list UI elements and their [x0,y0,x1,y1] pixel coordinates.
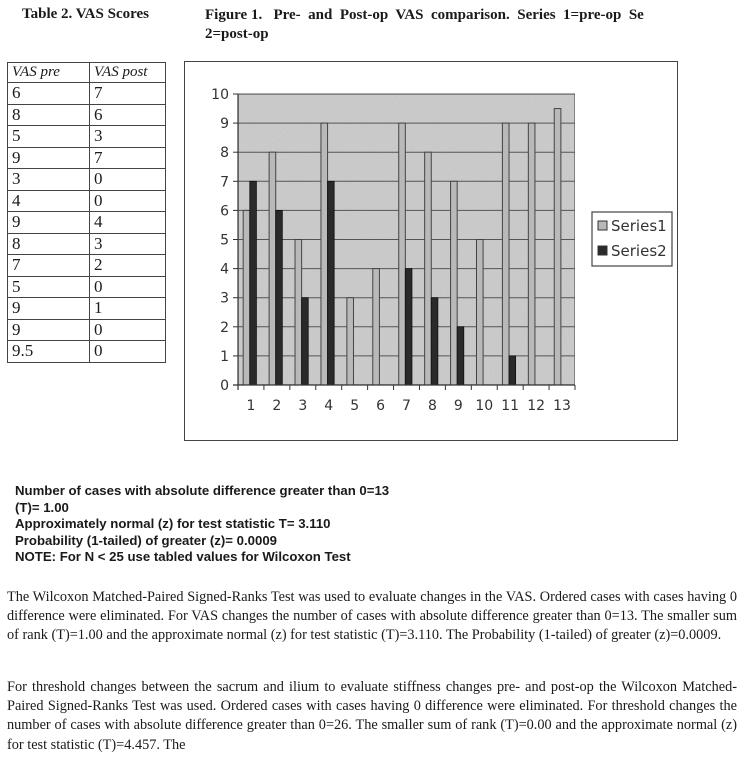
x-tick-label: 4 [324,398,334,414]
stats-line-probability: Probability (1-tailed) of greater (z)= 0.0009 [15,532,277,548]
cell-vas-post: 7 [90,83,166,105]
stats-line-t: (T)= 1.00 [15,499,69,515]
cell-vas-post: 2 [90,255,166,277]
table-row [8,147,166,169]
bar-series2 [276,210,283,385]
x-tick-label: 13 [553,398,571,414]
table-row [8,104,166,126]
legend-swatch-series2 [598,246,607,255]
cell-vas-post: 4 [90,212,166,234]
bar-series2 [328,181,335,385]
x-tick-label: 7 [402,398,411,414]
bar-series2 [457,327,464,385]
table-row [8,276,166,298]
stats-line-note: NOTE: For N < 25 use tabled values for Wilcoxon Test [15,549,351,564]
table-row [8,126,166,148]
cell-vas-pre: 4 [8,190,90,212]
bar-series1 [295,240,302,386]
table-row [8,233,166,255]
y-tick-label: 4 [220,261,229,278]
y-tick-label: 5 [220,232,229,249]
cell-vas-post: 1 [90,298,166,320]
cell-vas-pre: 9.5 [8,341,90,363]
bar-series2 [250,181,257,385]
x-tick-label: 9 [453,398,463,414]
bar-series2 [509,356,516,385]
bar-series2 [405,269,412,385]
cell-vas-pre: 9 [8,298,90,320]
bar-series1 [528,123,535,385]
y-tick-label: 8 [220,145,229,162]
cell-vas-pre: 3 [8,169,90,191]
x-tick-label: 6 [376,398,386,414]
table-row [8,83,166,105]
legend-label-series2: Series2 [611,242,667,260]
table-caption: Table 2. VAS Scores [22,6,149,22]
vas-scores-table [7,62,166,363]
table-row [8,319,166,341]
y-tick-label: 9 [220,116,229,133]
cell-vas-post: 0 [90,276,166,298]
y-tick-label: 2 [220,319,229,336]
cell-vas-pre: 5 [8,276,90,298]
bar-series1 [476,240,483,386]
bar-series2 [302,298,309,385]
paragraph-vas-results: The Wilcoxon Matched-Paired Signed-Ranks Test was used to evaluate changes in the VAS. Ordered cases with cases having 0 difference were eliminated. For VAS changes the number of cases with absolute difference greater than 0=13. The smaller sum of rank (T)=1.00 and the approximate normal (z) for test statistic (T)=3.110. The Probability (1-tailed) of greater (z)=0.0009. [7,589,737,644]
cell-vas-pre: 7 [8,255,90,277]
bar-series1 [451,181,458,385]
table-row [8,190,166,212]
x-tick-label: 3 [298,398,308,414]
bar-series1 [243,210,250,385]
x-tick-label: 5 [350,398,360,414]
stats-line-z: Approximately normal (z) for test statistic T= 3.110 [15,516,331,531]
figure-caption-line2: 2=post-op [205,26,269,42]
legend-swatch-series1 [598,221,607,230]
cell-vas-pre: 9 [8,147,90,169]
cell-vas-pre: 8 [8,233,90,255]
cell-vas-pre: 9 [8,212,90,234]
cell-vas-post: 0 [90,169,166,191]
table-body [8,83,166,363]
x-tick-label: 12 [527,398,546,414]
table-row [8,255,166,277]
chart-legend [592,212,672,266]
x-tick-label: 2 [272,398,282,414]
y-tick-label: 1 [220,348,229,365]
bar-series1 [347,298,354,385]
cell-vas-post: 6 [90,104,166,126]
cell-vas-pre: 5 [8,126,90,148]
x-tick-label: 11 [501,398,520,414]
bar-series1 [321,123,328,385]
table-row [8,169,166,191]
bar-series1 [502,123,509,385]
cell-vas-post: 3 [90,126,166,148]
legend-label-series1: Series1 [611,217,667,235]
bar-series1 [554,109,561,385]
bar-series1 [425,152,432,385]
y-tick-label: 10 [211,87,229,103]
paragraph-threshold-results: For threshold changes between the sacrum and ilium to evaluate stiffness changes pre- and post-op the Wilcoxon Matched-Paired Signed-Ranks Test was used. Ordered cases with cases having 0 difference were eliminated. For threshold changes the number of cases with absolute difference greater than 0=26. The smaller sum of rank (T)=0.00 and the approximate normal (z) for test statistic (T)=4.457. The [7,679,737,753]
table-row [8,212,166,234]
figure-chart [184,61,678,441]
y-tick-label: 7 [220,174,229,191]
figure-caption [205,6,744,44]
cell-vas-post: 0 [90,319,166,341]
table-header-row [8,63,166,83]
bar-series1 [399,123,406,385]
cell-vas-post: 7 [90,147,166,169]
y-tick-label: 0 [220,378,229,394]
x-tick-label: 10 [475,398,494,414]
column-header-vas-pre: VAS pre [8,63,90,83]
bar-series1 [269,152,276,385]
table-row [8,298,166,320]
cell-vas-post: 0 [90,190,166,212]
figure-caption-line1: Figure 1. Pre- and Post-op VAS comparison. Series 1=pre-op Se [205,7,644,23]
bar-series1 [373,269,380,385]
bar-chart [185,62,679,442]
y-tick-label: 6 [220,203,229,220]
wilcoxon-stats-output [15,483,389,566]
bar-series2 [431,298,438,385]
x-tick-label: 8 [427,398,437,414]
column-header-vas-post: VAS post [90,63,166,83]
table-row [8,341,166,363]
cell-vas-post: 0 [90,341,166,363]
cell-vas-post: 3 [90,233,166,255]
cell-vas-pre: 8 [8,104,90,126]
cell-vas-pre: 9 [8,319,90,341]
stats-line-cases: Number of cases with absolute difference greater than 0=13 [15,483,390,498]
cell-vas-pre: 6 [8,83,90,105]
x-tick-label: 1 [246,398,256,414]
y-tick-label: 3 [220,290,229,307]
